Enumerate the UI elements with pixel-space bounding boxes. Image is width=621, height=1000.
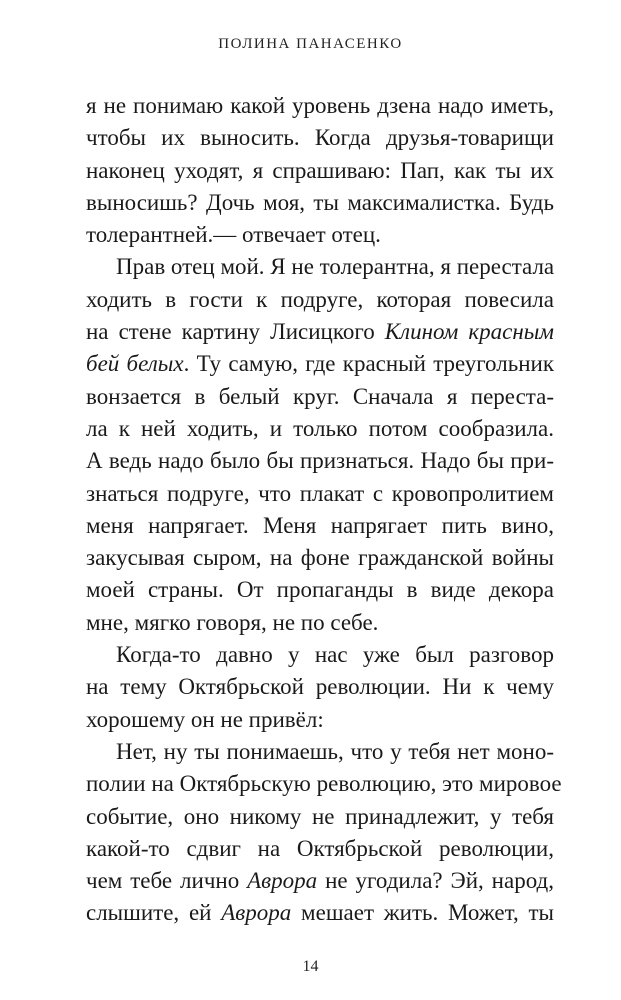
text-line: А ведь надо было бы признаться. Надо бы при-: [86, 448, 554, 474]
running-head: ПОЛИНА ПАНАСЕНКО: [218, 36, 403, 52]
text-line: закусывая сыром, на фоне гражданской войны: [86, 545, 554, 571]
body-text: [86, 90, 562, 930]
text-run: чем тебе лично: [86, 868, 248, 894]
text-line: какой-то сдвиг на Октябрьской революции,: [86, 835, 554, 861]
text-line: мне, мягко говоря, не по себе.: [86, 609, 379, 635]
text-run: слышите, ей: [86, 900, 222, 926]
text-line: на тему Октябрьской революции. Ни к чему: [86, 674, 554, 700]
artwork-title-part1: Клином красным: [384, 319, 554, 345]
text-line: хорошему он не привёл:: [86, 706, 324, 732]
text-line: вонзается в белый круг. Сначала я переста-: [86, 383, 554, 409]
text-line: полии на Октябрьскую революцию, это мировое: [86, 771, 562, 797]
text-line: чтобы их выносить. Когда друзья-товарищи: [86, 125, 554, 151]
text-run: . Ту самую, где красный треугольник: [183, 351, 555, 377]
text-line: наконец уходят, я спрашиваю: Пап, как ты их: [86, 157, 554, 183]
text-line: моей страны. От пропаганды в виде декора: [86, 577, 554, 603]
text-line-with-title: [86, 316, 554, 348]
text-line: Нет, ну ты понимаешь, что у тебя нет моно-: [116, 738, 554, 764]
text-line: Прав отец мой. Я не толерантна, я перестала: [116, 254, 555, 280]
text-run: на стене картину Лисицкого: [86, 319, 385, 345]
text-line: ходить в гости к подруге, которая повесила: [86, 286, 554, 312]
text-run: не угодила? Эй, народ,: [317, 868, 554, 894]
text-line: меня напрягает. Меня напрягает пить вино,: [86, 512, 554, 538]
artwork-title-part2: бей белых: [86, 351, 184, 377]
page-number: 14: [302, 958, 319, 975]
ship-name: Аврора: [221, 900, 292, 926]
text-line: толерантней.— отвечает отец.: [86, 222, 381, 248]
text-line: выносишь? Дочь моя, ты максималистка. Будь: [86, 189, 554, 215]
text-line: Когда-то давно у нас уже был разговор: [116, 642, 554, 668]
text-line: знаться подруге, что плакат с кровопролитием: [86, 480, 554, 506]
text-line-with-name: [86, 897, 554, 929]
text-line: событие, оно никому не принадлежит, у тебя: [86, 803, 554, 829]
text-line: ла к ней ходить, и только потом сообразила.: [86, 415, 554, 441]
text-line-with-title: [86, 348, 554, 380]
text-line: я не понимаю какой уровень дзена надо иметь,: [86, 93, 554, 118]
text-line-with-name: [86, 865, 554, 897]
text-run: мешает жить. Может, ты: [291, 900, 554, 926]
ship-name: Аврора: [247, 868, 318, 894]
